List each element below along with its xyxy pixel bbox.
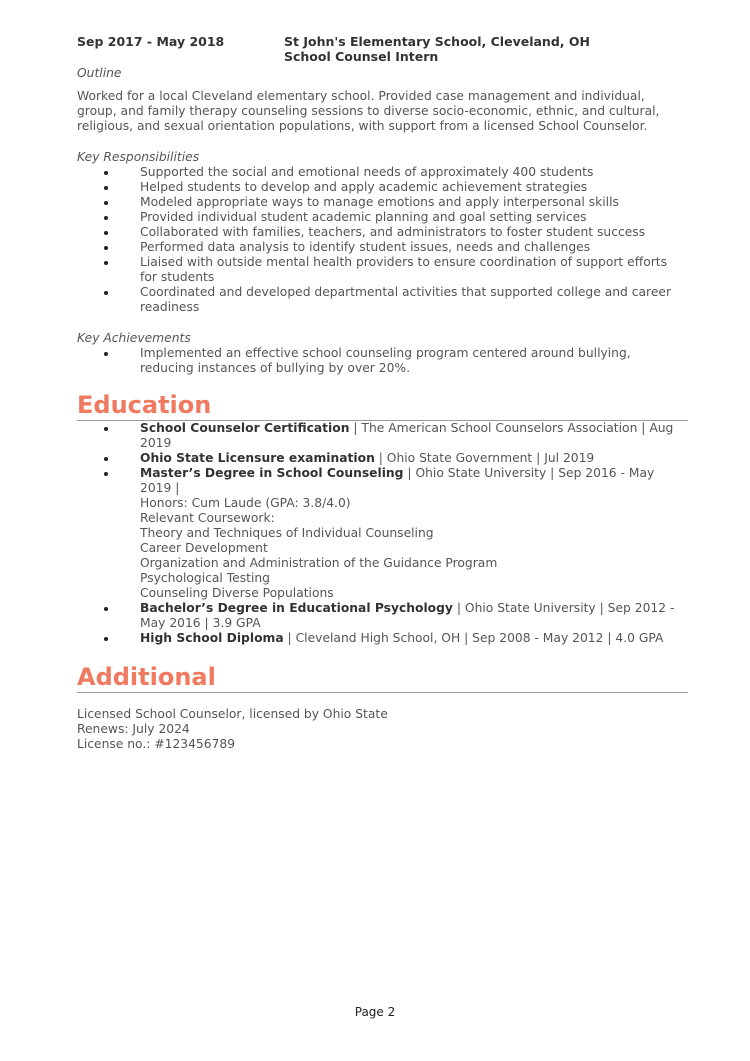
- responsibility-item: [77, 285, 687, 315]
- education-item: [77, 601, 687, 631]
- job-header: [77, 34, 687, 64]
- responsibility-text: Coordinated and developed departmental activities that supported college and career readiness: [140, 285, 672, 314]
- education-item: [77, 466, 687, 601]
- education-item: [77, 631, 687, 646]
- education-detail: | Ohio State University | Sep 2016 - May 2019 |: [140, 466, 655, 495]
- bullet-icon: [104, 427, 108, 431]
- bullet-icon: [104, 472, 108, 476]
- bullet-icon: [104, 171, 108, 175]
- additional-section: [77, 662, 687, 752]
- bullet-icon: [104, 352, 108, 356]
- responsibilities-list: [77, 165, 687, 315]
- job-role: School Counsel Intern: [284, 49, 439, 64]
- responsibility-item: [77, 225, 687, 240]
- outline-label: Outline: [77, 66, 122, 80]
- responsibility-item: [77, 180, 687, 195]
- achievement-item: [77, 346, 687, 376]
- bullet-icon: [104, 201, 108, 205]
- education-detail: | Ohio State Government | Jul 2019: [374, 451, 595, 465]
- education-list: [77, 421, 687, 646]
- job-organization: St John's Elementary School, Cleveland, OH: [284, 34, 590, 49]
- responsibility-item: [77, 255, 687, 285]
- education-extra-line: Counseling Diverse Populations: [140, 586, 334, 600]
- bullet-icon: [104, 231, 108, 235]
- additional-lines: [77, 707, 687, 752]
- bullet-icon: [104, 216, 108, 220]
- responsibility-text: Supported the social and emotional needs of approximately 400 students: [140, 165, 594, 179]
- education-item: [77, 451, 687, 466]
- education-extra-line: Career Development: [140, 541, 268, 555]
- responsibility-text: Collaborated with families, teachers, and administrators to foster student success: [140, 225, 646, 239]
- education-name: High School Diploma: [140, 631, 284, 645]
- responsibility-text: Provided individual student academic planning and goal setting services: [140, 210, 587, 224]
- experience-entry: [77, 34, 687, 376]
- responsibility-item: [77, 195, 687, 210]
- resume-page: [77, 34, 687, 752]
- education-extra-line: Relevant Coursework:: [140, 511, 275, 525]
- responsibility-item: [77, 240, 687, 255]
- outline-text: Worked for a local Cleveland elementary school. Provided case management and individual, group, and family therapy counseling sessions to diverse socio-economic, ethnic, and cultural, religious, and sexual orientation populations, with support from a licensed School Counselor.: [77, 89, 660, 133]
- additional-heading: Additional: [77, 662, 688, 693]
- responsibility-text: Liaised with outside mental health providers to ensure coordination of support efforts for students: [140, 255, 668, 284]
- achievements-label: Key Achievements: [77, 331, 191, 345]
- education-name: School Counselor Certification: [140, 421, 350, 435]
- responsibility-item: [77, 210, 687, 225]
- bullet-icon: [104, 186, 108, 190]
- responsibility-item: [77, 165, 687, 180]
- education-section: [77, 390, 687, 646]
- education-heading: Education: [77, 390, 688, 421]
- job-org-block: [284, 34, 590, 64]
- bullet-icon: [104, 246, 108, 250]
- responsibility-text: Modeled appropriate ways to manage emotions and apply interpersonal skills: [140, 195, 619, 209]
- bullet-icon: [104, 637, 108, 641]
- education-name: Bachelor’s Degree in Educational Psychology: [140, 601, 453, 615]
- education-detail: | Ohio State University | Sep 2012 - May 2016 | 3.9 GPA: [140, 601, 675, 630]
- education-extra-line: Theory and Techniques of Individual Counseling: [140, 526, 434, 540]
- page-number: Page 2: [354, 1005, 396, 1019]
- bullet-icon: [104, 261, 108, 265]
- license-line: Licensed School Counselor, licensed by Ohio State: [77, 707, 388, 721]
- education-name: Ohio State Licensure examination: [140, 451, 375, 465]
- responsibility-text: Helped students to develop and apply academic achievement strategies: [140, 180, 588, 194]
- education-name: Master’s Degree in School Counseling: [140, 466, 404, 480]
- responsibility-text: Performed data analysis to identify student issues, needs and challenges: [140, 240, 591, 254]
- responsibilities-label: Key Responsibilities: [77, 150, 200, 164]
- education-detail: | Cleveland High School, OH | Sep 2008 - May 2012 | 4.0 GPA: [283, 631, 664, 645]
- education-extra-line: Honors: Cum Laude (GPA: 3.8/4.0): [140, 496, 351, 510]
- job-date: Sep 2017 - May 2018: [77, 34, 225, 49]
- education-detail: | The American School Counselors Association | Aug 2019: [140, 421, 674, 450]
- renewal-line: Renews: July 2024: [77, 722, 190, 736]
- achievement-text: Implemented an effective school counseling program centered around bullying, reducing instances of bullying by over 20%.: [140, 346, 631, 375]
- education-item: [77, 421, 687, 451]
- bullet-icon: [104, 457, 108, 461]
- bullet-icon: [104, 291, 108, 295]
- license-number-line: License no.: #123456789: [77, 737, 236, 751]
- achievements-list: [77, 346, 687, 376]
- education-extra-line: Psychological Testing: [140, 571, 270, 585]
- education-extra-line: Organization and Administration of the Guidance Program: [140, 556, 498, 570]
- bullet-icon: [104, 607, 108, 611]
